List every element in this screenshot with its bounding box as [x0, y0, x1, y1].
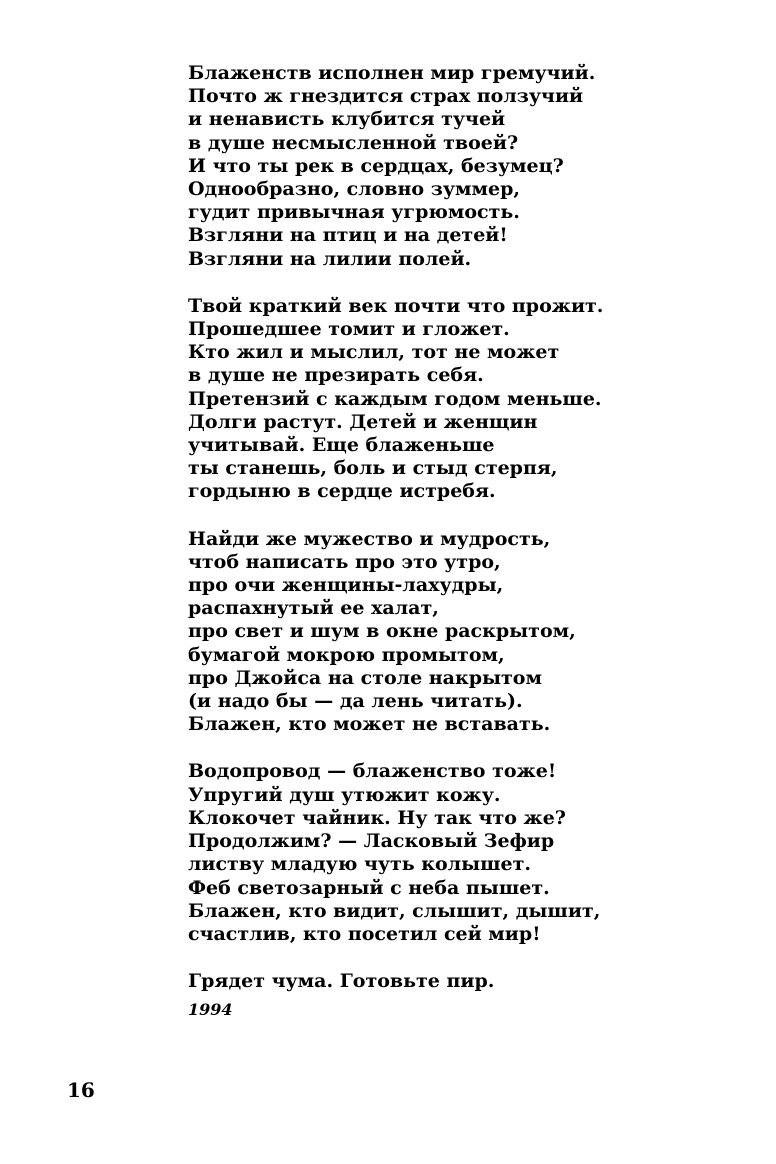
poem-line: Взгляни на птиц и на детей! [188, 224, 508, 247]
poem-line: Водопровод — блаженство тоже! [188, 760, 557, 783]
stanza-4 [188, 760, 748, 946]
poem-line: про очи женщины-лахудры, [188, 574, 504, 597]
poem-line: И что ты рек в сердцах, безумец? [188, 154, 564, 177]
poem-line: Найди же мужество и мудрость, [188, 527, 551, 550]
poem-line: Клокочет чайник. Ну так что же? [188, 806, 566, 829]
poem-line: Блажен, кто может не вставать. [188, 713, 551, 736]
poem-line: Взгляни на лилии полей. [188, 247, 472, 270]
poem-line: Претензий с каждым годом меньше. [188, 387, 602, 410]
poem-line: в душе не презирать себя. [188, 364, 484, 387]
poem-line: Блажен, кто видит, слышит, дышит, [188, 899, 601, 922]
poem-line: Упругий душ утюжит кожу. [188, 783, 501, 806]
poem-line: Кто жил и мыслил, тот не может [188, 341, 560, 364]
stanza-1 [188, 62, 748, 271]
poem-line: и ненависть клубится тучей [188, 108, 506, 131]
poem-line: (и надо бы — да лень читать). [188, 690, 523, 713]
poem-line: Блаженств исполнен мир гремучий. [188, 62, 596, 84]
poem-line: гордыню в сердце истребя. [188, 480, 496, 503]
poem [188, 62, 748, 1021]
stanza-3 [188, 528, 748, 737]
poem-year: 1994 [188, 1000, 233, 1020]
stanza-2 [188, 295, 748, 504]
poem-line: чтоб написать про это утро, [188, 550, 501, 573]
poem-line: листву младую чуть колышет. [188, 853, 532, 876]
poem-line: Однообразно, словно зуммер, [188, 178, 520, 201]
poem-line: Твой краткий век почти что прожит. [188, 294, 604, 317]
poem-line: бумагой мокрою промытом, [188, 643, 505, 666]
poem-line: Прошедшее томит и гложет. [188, 318, 510, 341]
poem-line: Феб светозарный с неба пышет. [188, 876, 550, 899]
poem-line: про Джойса на столе накрытом [188, 666, 542, 689]
poem-line: распахнутый ее халат, [188, 597, 439, 620]
poem-line: счастлив, кто посетил сей мир! [188, 922, 541, 945]
poem-line: гудит привычная угрюмость. [188, 201, 520, 224]
poem-line: учитывай. Еще блаженьше [188, 434, 495, 457]
poem-line: ты станешь, боль и стыд стерпя, [188, 457, 558, 480]
poem-line: Почто ж гнездится страх ползучий [188, 85, 584, 108]
page-number: 16 [67, 1078, 95, 1102]
poem-line: Продолжим? — Ласковый Зефир [188, 830, 555, 853]
poem-line: в душе несмысленной твоей? [188, 131, 519, 154]
poem-final-line: Грядет чума. Готовьте пир. [188, 970, 495, 993]
poem-line: Долги растут. Детей и женщин [188, 410, 538, 433]
poem-line: про свет и шум в окне раскрытом, [188, 620, 576, 643]
